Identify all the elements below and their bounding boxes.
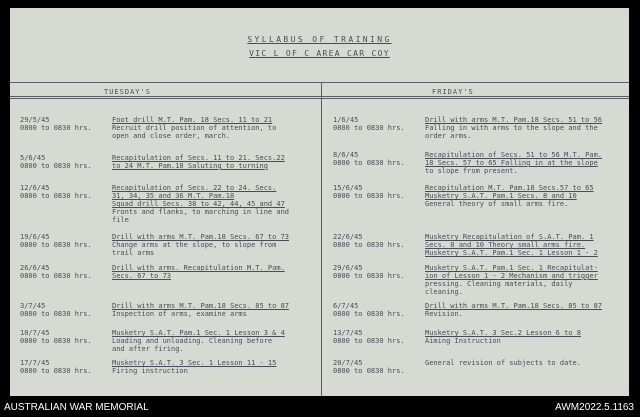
entry-time: 0800 to 0830 hrs. xyxy=(20,192,92,200)
entry-description xyxy=(112,116,276,140)
entry-time: 0800 to 0830 hrs. xyxy=(20,124,92,132)
entry-description-line: Secs. 8 and 10 Theory small arms fire. xyxy=(425,241,586,249)
entry-date: 17/7/45 xyxy=(20,359,50,367)
entry-date: 6/7/45 xyxy=(333,302,359,310)
entry-description xyxy=(425,116,602,140)
entry-date-block xyxy=(333,233,405,249)
entry-date: 29/6/45 xyxy=(333,264,363,272)
entry-description xyxy=(112,233,289,257)
entry-description-line: Secs. 67 to 73 xyxy=(112,272,172,280)
entry-date: 3/7/45 xyxy=(20,302,46,310)
entry-description-line: Musketry Recapitulation of S.A.T. Pam. 1 xyxy=(425,233,594,241)
entry-description-line: Recapitulation of Secs. 51 to 56 M.T. Pam. xyxy=(425,151,603,159)
entry-description-line: Recapitulation of Secs. 22 to 24. Secs. xyxy=(112,184,277,192)
entry-time: 0800 to 0830 hrs. xyxy=(333,310,405,318)
entry-description xyxy=(112,302,289,318)
entry-description xyxy=(112,154,285,170)
entry-date: 10/7/45 xyxy=(20,329,50,337)
entry-description-line: pressing. Cleaning materials, daily xyxy=(425,280,573,288)
column-header-tuesday: TUESDAY'S xyxy=(104,88,151,96)
entry-description xyxy=(112,184,289,224)
entry-description-line: Firing instruction xyxy=(112,367,188,375)
document-subtitle: VIC L OF C AREA CAR COY xyxy=(249,49,390,58)
entry-description-line: Falling in with arms to the slope and the xyxy=(425,124,598,132)
document-page xyxy=(10,8,629,396)
entry-description-line: Fronts and flanks, to marching in line and xyxy=(112,208,290,216)
entry-date-block xyxy=(333,264,405,280)
entry-description xyxy=(425,302,602,318)
entry-description-line: Musketry S.A.T. 3 Sec.2 Lesson 6 to 8 xyxy=(425,329,581,337)
entry-description-line: to slope from present. xyxy=(425,167,518,175)
entry-description-line: order arms. xyxy=(425,132,472,140)
entry-description-line: Drill with arms M.T. Pam.18 Secs. 51 to 56 xyxy=(425,116,603,124)
entry-time: 0800 to 0830 hrs. xyxy=(20,367,92,375)
entry-date-block xyxy=(333,359,405,375)
entry-time: 0800 to 0830 hrs. xyxy=(333,272,405,280)
column-header-friday: FRIDAY'S xyxy=(432,88,474,96)
entry-description xyxy=(425,151,602,175)
entry-description-line: Recapitulation of Secs. 11 to 21. Secs.22 xyxy=(112,154,285,162)
entry-date: 15/6/45 xyxy=(333,184,363,192)
entry-description-line: Loading and unloading. Cleaning before xyxy=(112,337,273,345)
entry-description-line: ion of Lesson 1 - 2 Mechanism and trigger xyxy=(425,272,598,280)
entry-description-line: Musketry S.A.T. Pam.1 Secs. 8 and 10 xyxy=(425,192,577,200)
entry-description-line: Recapitulation M.T. Pam.18 Secs.57 to 65 xyxy=(425,184,594,192)
entry-description xyxy=(112,329,285,353)
entry-description-line: cleaning. xyxy=(425,288,463,296)
table-top-rule xyxy=(10,82,629,83)
column-divider xyxy=(321,82,322,396)
document-title: SYLLABUS OF TRAINING xyxy=(247,35,392,44)
entry-description-line: and after firing. xyxy=(112,345,184,353)
footer-credit: AUSTRALIAN WAR MEMORIAL xyxy=(4,402,149,413)
entry-date-block xyxy=(333,329,405,345)
entry-time: 0800 to 0830 hrs. xyxy=(20,162,92,170)
entry-date: 5/6/45 xyxy=(20,154,46,162)
entry-time: 0800 to 0830 hrs. xyxy=(20,337,92,345)
entry-time: 0800 to 0830 hrs. xyxy=(333,241,405,249)
entry-description-line: file xyxy=(112,216,129,224)
footer-accession-number: AWM2022.5.1163 xyxy=(555,402,634,413)
entry-description-line: Revision. xyxy=(425,310,463,318)
entry-description xyxy=(112,264,285,280)
entry-date-block xyxy=(20,154,92,170)
entry-date-block xyxy=(20,233,92,249)
entry-date-block xyxy=(20,359,92,375)
entry-time: 0800 to 0830 hrs. xyxy=(333,159,405,167)
table-header-rule xyxy=(10,96,629,97)
entry-description-line: Musketry S.A.T. Pam.1 Sec. 1 Lesson 3 & 4 xyxy=(112,329,285,337)
entry-date-block xyxy=(20,184,92,200)
entry-date-block xyxy=(333,302,405,318)
entry-description-line: Recruit drill position of attention, to xyxy=(112,124,277,132)
entry-description-line: Musketry S.A.T. Pam.1 Sec. 1 Lesson 1 - 2 xyxy=(425,249,598,257)
entry-description xyxy=(425,359,581,367)
entry-description xyxy=(425,233,598,257)
entry-description xyxy=(425,184,594,208)
entry-description-line: Change arms at the slope, to slope from xyxy=(112,241,277,249)
entry-date: 1/6/45 xyxy=(333,116,359,124)
entry-time: 0800 to 0830 hrs. xyxy=(333,192,405,200)
entry-date-block xyxy=(20,302,92,318)
entry-description xyxy=(112,359,276,375)
entry-date: 29/5/45 xyxy=(20,116,50,124)
entry-time: 0800 to 0830 hrs. xyxy=(333,367,405,375)
entry-description-line: 18 Secs. 57 to 65 Falling in at the slope xyxy=(425,159,598,167)
entry-date: 13/7/45 xyxy=(333,329,363,337)
entry-description-line: General revision of subjects to date. xyxy=(425,359,581,367)
entry-date: 26/6/45 xyxy=(20,264,50,272)
entry-date-block xyxy=(333,151,405,167)
entry-date-block xyxy=(20,264,92,280)
entry-description-line: trail arms xyxy=(112,249,155,257)
entry-time: 0800 to 0830 hrs. xyxy=(20,272,92,280)
entry-time: 0800 to 0830 hrs. xyxy=(20,241,92,249)
entry-date: 19/6/45 xyxy=(20,233,50,241)
entry-date: 12/6/45 xyxy=(20,184,50,192)
entry-date: 22/6/45 xyxy=(333,233,363,241)
entry-date: 8/6/45 xyxy=(333,151,359,159)
entry-date-block xyxy=(20,329,92,345)
entry-time: 0800 to 0830 hrs. xyxy=(333,337,405,345)
entry-description-line: to 24 M.T. Pam.18 Saluting to turning xyxy=(112,162,268,170)
entry-description-line: Musketry S.A.T. Pam.1 Sec. 1 Recapitulat- xyxy=(425,264,598,272)
entry-description xyxy=(425,329,581,345)
entry-description-line: open and close order, march. xyxy=(112,132,231,140)
entry-description-line: Drill with arms. Recapitulation M.T. Pam. xyxy=(112,264,285,272)
entry-description-line: Drill with arms M.T. Pam.18 Secs. 67 to 73 xyxy=(112,233,290,241)
entry-time: 0800 to 0830 hrs. xyxy=(20,310,92,318)
entry-date-block xyxy=(20,116,92,132)
entry-time: 0800 to 0830 hrs. xyxy=(333,124,405,132)
entry-description-line: Drill with arms M.T. Pam.18 Secs. 85 to 87 xyxy=(425,302,603,310)
entry-description-line: Drill with arms M.T. Pam.18 Secs. 85 to 87 xyxy=(112,302,290,310)
entry-date: 20/7/45 xyxy=(333,359,363,367)
entry-description-line: 31, 34, 35 and 36 M.T. Pam.18 xyxy=(112,192,235,200)
entry-description xyxy=(425,264,598,296)
entry-description-line: Squad drill Secs. 38 to 42, 44, 45 and 47 xyxy=(112,200,285,208)
entry-description-line: Foot drill M.T. Pam. 18 Secs. 11 to 21 xyxy=(112,116,273,124)
entry-description-line: General theory of small arms fire. xyxy=(425,200,569,208)
entry-description-line: Aiming Instruction xyxy=(425,337,501,345)
entry-date-block xyxy=(333,116,405,132)
entry-date-block xyxy=(333,184,405,200)
entry-description-line: Musketry S.A.T. 3 Sec. 1 Lesson 11 - 15 xyxy=(112,359,277,367)
entry-description-line: Inspection of arms, examine arms xyxy=(112,310,247,318)
